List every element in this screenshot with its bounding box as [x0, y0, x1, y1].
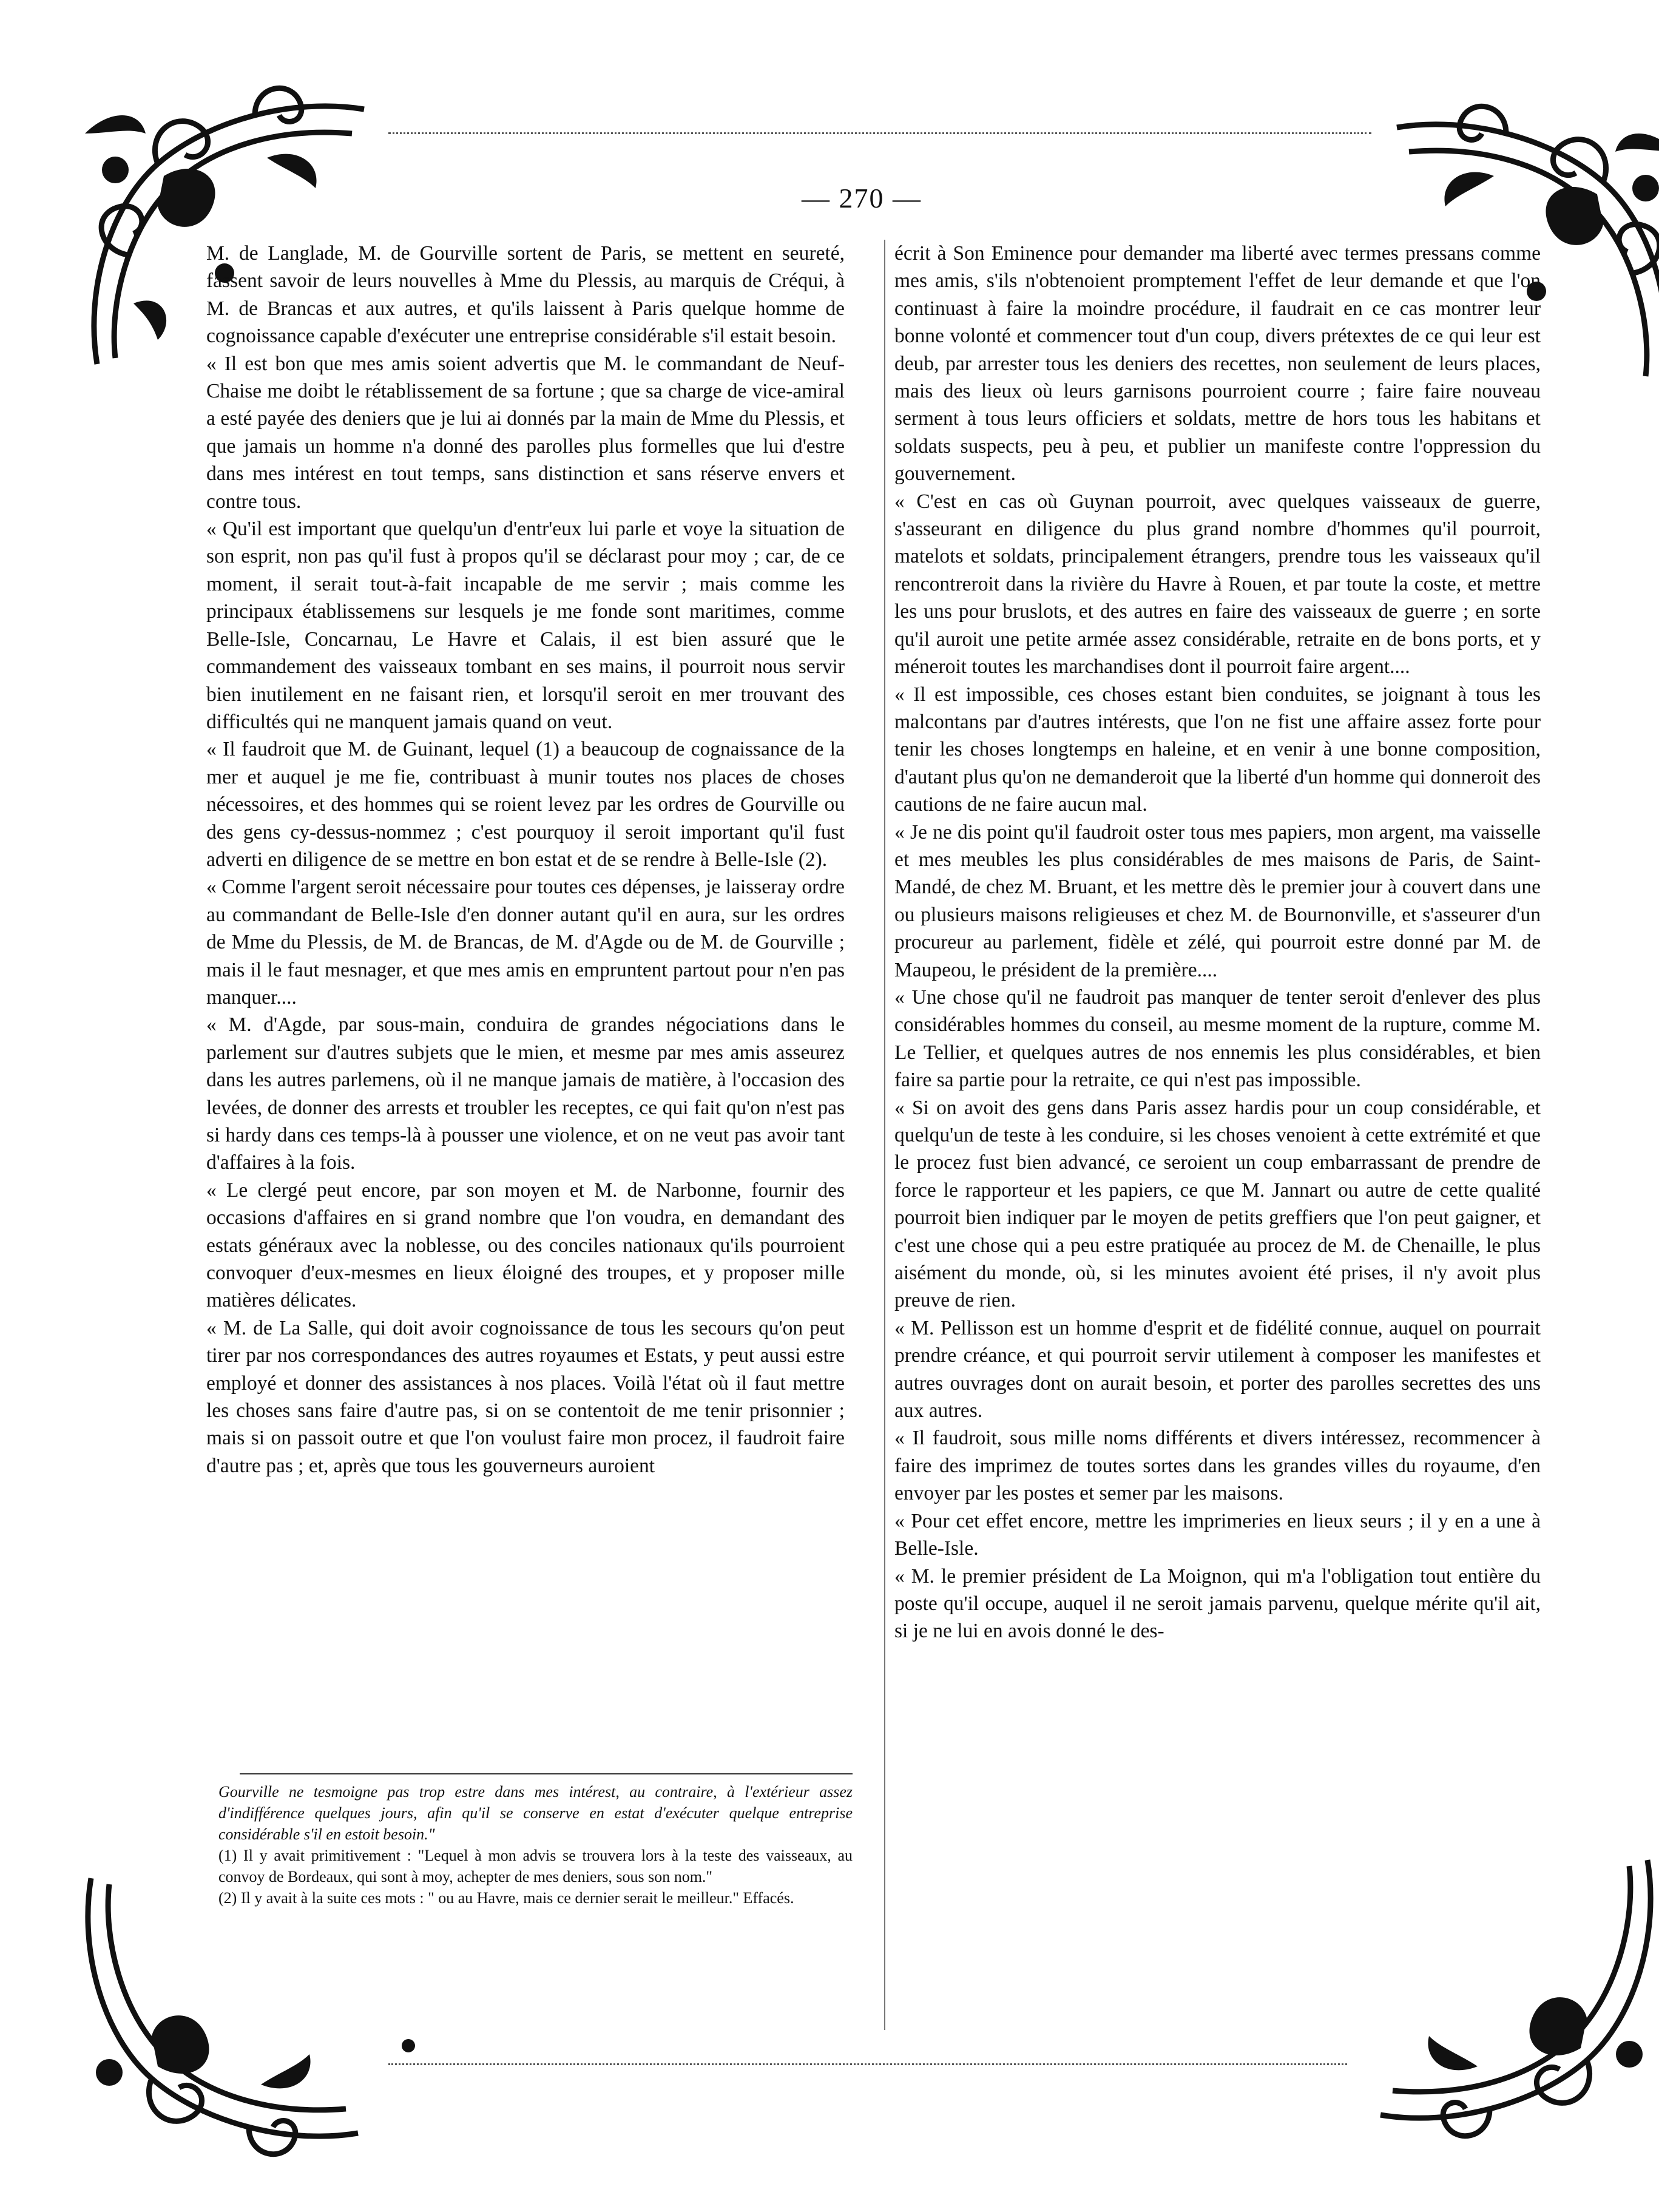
top-dotted-rule [388, 132, 1371, 134]
footnote-divider [240, 1773, 853, 1774]
paragraph: M. de Langlade, M. de Gourville sortent de Paris, se mettent en seureté, fassent savoir de leurs nouvelles à Mme du Plessis, au marquis de Créqui, à M. de Brancas et aux autres, et qu'ils laissent à Paris quelque homme de cognoissance capable d'exécuter une entreprise considérable s'il estait besoin. [206, 242, 845, 348]
footnotes [218, 1781, 853, 1909]
right-column [894, 240, 1541, 1645]
paragraph: « Comme l'argent seroit nécessaire pour toutes ces dépenses, je laisseray ordre au commandant de Belle-Isle d'en donner autant qu'il en aura, sur les ordres de Mme du Plessis, de M. de Brancas, de M. d'Agde ou de M. de Gourville ; mais il le faut mesnager, et que mes amis en empruntent partout pour n'en pas manquer.... [206, 876, 845, 1009]
bottom-dotted-rule [388, 2063, 1347, 2065]
corner-ornament-icon [1356, 1836, 1659, 2151]
footnote: (1) Il y avait primitivement : "Lequel à mon advis se trouvera lors à la teste des vaisseaux, au convoy de Bordeaux, qui sont à moy, achepter de mes deniers, sous son nom." [218, 1847, 853, 1886]
paragraph: « M. le premier président de La Moignon, qui m'a l'obligation tout entière du poste qu'il occupe, auquel il ne seroit jamais parvenu, quelque mérite qu'il ait, si je ne lui en avois donné le des- [894, 1564, 1541, 1643]
paragraph: « Une chose qu'il ne faudroit pas manquer de tenter seroit d'enlever des plus considérables hommes du conseil, au mesme moment de la rupture, comme M. Le Tellier, et quelques autres de nos ennemis les plus considérables, et bien faire sa partie pour la retraite, ce qui n'est pas impossible. [894, 986, 1541, 1092]
footnote: Gourville ne tesmoigne pas trop estre dans mes intérest, au contraire, à l'extérieur assez d'indifférence quelques jours, afin qu'il se conserve en estat d'exécuter quelque entreprise considérable s'il en estoit besoin." [218, 1783, 853, 1843]
footnote: (2) Il y avait à la suite ces mots : " ou au Havre, mais ce dernier serait le meilleur." Effacés. [218, 1889, 794, 1907]
left-column [206, 240, 845, 1480]
paragraph: « Qu'il est important que quelqu'un d'entr'eux lui parle et voye la situation de son esprit, non pas qu'il fust à propos qu'il se déclarast pour moy ; car, de ce moment, il serait tout-à-fait incapable de me servir ; mais comme les principaux établissemens sur lesquels je me fonde sont maritimes, comme Belle-Isle, Concarnau, Le Havre et Calais, il est bien assuré que le commandement des vaisseaux tombant en ses mains, il pourroit nous servir bien inutilement en ne faisant rien, et lorsqu'il seroit en mer trouvant des difficultés qui ne manquent jamais quand on veut. [206, 518, 845, 733]
paragraph: « Pour cet effet encore, mettre les imprimeries en lieux seurs ; il y en a une à Belle-Isle. [894, 1509, 1541, 1560]
column-divider [884, 240, 885, 2030]
page-number: — 270 — [802, 183, 922, 214]
paragraph: « Il est impossible, ces choses estant bien conduites, se joignant à tous les malcontans par d'autres intérests, que l'on ne fist une affaire assez forte pour tenir les choses longtemps en haleine, et en venir à une bonne composition, d'autant plus qu'on ne demanderoit que la liberté d'un homme qui donneroit des cautions de ne faire aucun mal. [894, 683, 1541, 816]
paragraph: écrit à Son Eminence pour demander ma liberté avec termes pressans comme mes amis, s'ils n'obtenoient promptement l'effet de leur demande et que l'on continuast à faire la moindre procédure, il faudrait en ce cas montrer leur bonne volonté et commencer tout d'un coup, divers prétextes de ce qui leur est deub, par arrester tous les deniers des recettes, non seulement de leurs places, mais des lieux où leurs garnisons pourroient courre ; faire faire nouveau serment à tous leurs officiers et soldats, mettre de hors tous les habitans et soldats suspects, peu à peu, et publier un manifeste contre l'oppression du gouvernement. [894, 242, 1541, 485]
paragraph: « M. de La Salle, qui doit avoir cognoissance de tous les secours qu'on peut tirer par nos correspondances des autres royaumes et Estats, y peut aussi estre employé et donner des assistances à nos places. Voilà l'état où il faut mettre les choses sans faire d'autre pas, si on se contentoit de me tenir prisonnier ; mais si on passoit outre et que l'on voulust faire mon procez, il faudroit faire d'autre pas ; et, après que tous les gouverneurs auroient [206, 1316, 845, 1477]
paragraph: « Si on avoit des gens dans Paris assez hardis pour un coup considérable, et quelqu'un de teste à les conduire, si les choses venoient à cette extrémité et que le procez fust bien advancé, ce seroient un coup embarrassant de prendre de force le rapporteur et les papiers, ce que M. Jannart ou autre de cette qualité pourroit bien indiquer par le moyen de petits greffiers que l'on peut gaigner, et c'est une chose qui a peu estre pratiquée au procez de M. de Chenaille, le plus aisément du monde, où, si les minutes avoient été prises, il n'y avoit plus preuve de rien. [894, 1096, 1541, 1312]
paragraph: « Le clergé peut encore, par son moyen et M. de Narbonne, fournir des occasions d'affaires en si grand nombre que l'on voudra, en demandant des estats généraux avec la noblesse, ou des conciles nationaux qu'ils pourroient convoquer d'eux-mesmes en lieux éloigné des troupes, et y proposer mille matières délicates. [206, 1179, 845, 1312]
bullet-dot-icon [402, 2039, 415, 2052]
paragraph: « Je ne dis point qu'il faudroit oster tous mes papiers, mon argent, ma vaisselle et mes meubles les plus considérables de mes maisons de Paris, de Saint-Mandé, de chez M. Bruant, et les mettre dès le premier jour à couvert dans une ou plusieurs maisons religieuses et chez M. de Bournonville, et s'asseurer d'un procureur au parlement, fidèle et zélé, qui pourroit estre donné par M. de Maupeou, le président de la première.... [894, 820, 1541, 981]
paragraph: « C'est en cas où Guynan pourroit, avec quelques vaisseaux de guerre, s'asseurant en diligence du plus grand nombre d'hommes qu'il pourroit, matelots et soldats, principalement étrangers, prendre tous les vaisseaux qu'il rencontreroit dans la rivière du Havre à Rouen, et par toute la coste, et mettre les uns pour bruslots, et des autres en faire des vaisseaux de guerre ; en sorte qu'il auroit une petite armée assez considérable, retraite en de bons ports, et y méneroit toutes les marchandises dont il pourroit faire argent.... [894, 490, 1541, 678]
paragraph: « M. Pellisson est un homme d'esprit et de fidélité connue, auquel on pourrait prendre créance, et qui pourroit servir utilement à composer les manifestes et autres ouvrages dont on aurait besoin, et porter des parolles secrettes des uns aux autres. [894, 1316, 1541, 1422]
paragraph: « Il faudroit, sous mille noms différents et divers intéressez, recommencer à faire des imprimez de toutes sortes dans les grandes villes du royaume, d'en envoyer par les postes et semer par les maisons. [894, 1427, 1541, 1505]
paragraph: « Il faudroit que M. de Guinant, lequel (1) a beaucoup de cognaissance de la mer et auquel je me fie, contribuast à munir toutes nos places de choses nécessoires, et des hommes qui se roient levez par les ordres de Gourville ou des gens cy-dessus-nommez ; c'est pourquoy il seroit important qu'il fust adverti en diligence de se mettre en bon estat et de se rendre à Belle-Isle (2). [206, 738, 845, 871]
paragraph: « Il est bon que mes amis soient advertis que M. le commandant de Neuf-Chaise me doibt le rétablissement de sa fortune ; que sa charge de vice-amiral a esté payée des deniers que je lui ai donnés par la main de Mme du Plessis, et que jamais un homme n'a donné des parolles plus formelles que lui d'estre dans mes intérest en tout temps, sans distinction et sans réserve envers et contre tous. [206, 352, 845, 513]
paragraph: « M. d'Agde, par sous-main, conduira de grandes négociations dans le parlement sur d'autres subjets que le mien, et mesme par mes amis asseurez dans les autres parlemens, où il ne manque jamais de matière, à l'occasion des levées, de donner des arrests et troubler les receptes, ce qui fait qu'on n'est pas si hardy dans ces temps-là à pousser une violence, et on ne veut pas avoir tant d'affaires à la fois. [206, 1013, 845, 1174]
